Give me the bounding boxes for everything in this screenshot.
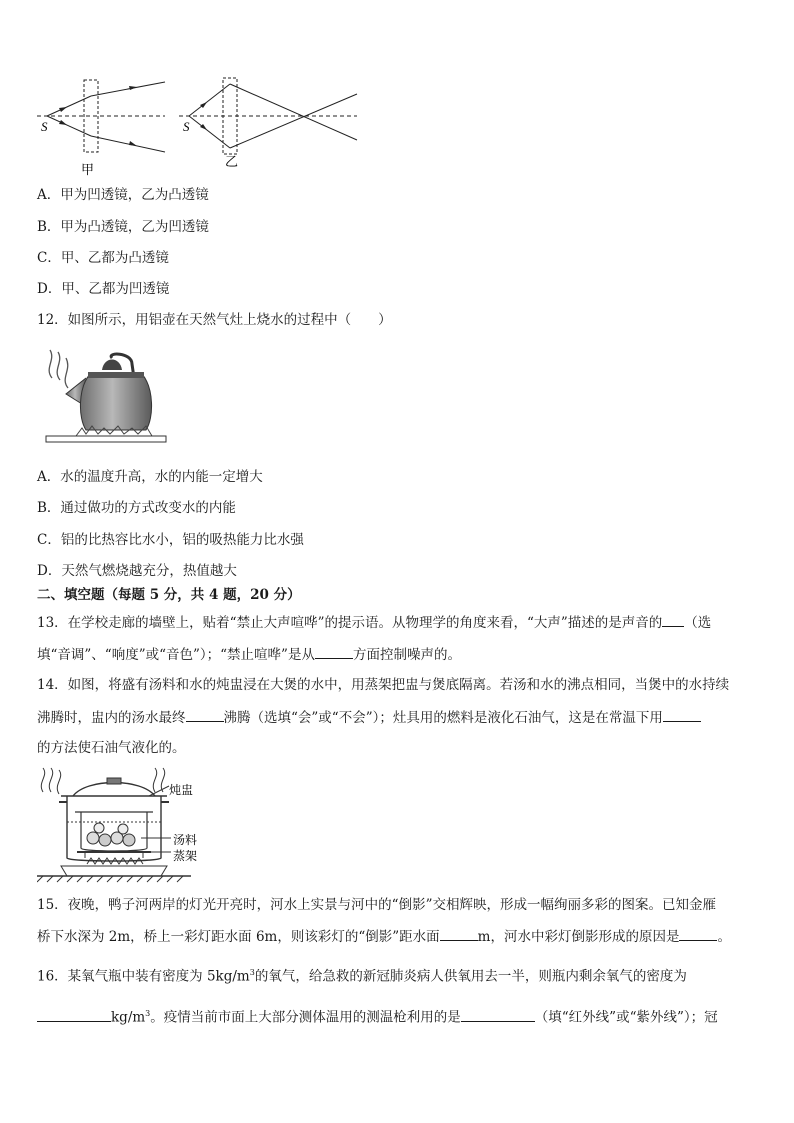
q16-sup-b: 3 bbox=[145, 1009, 151, 1018]
ray-yi-down-in bbox=[189, 116, 230, 148]
answer-blank[interactable] bbox=[37, 1007, 111, 1022]
ray-yi-up-out bbox=[230, 84, 357, 140]
answer-blank[interactable] bbox=[440, 926, 478, 941]
q12-option-d: D．天然气燃烧越充分，热值越大 bbox=[37, 563, 237, 579]
q16-text-c: 。疫情当前市面上大部分测体温用的测温枪利用的是 bbox=[150, 1009, 461, 1026]
answer-blank[interactable] bbox=[461, 1007, 535, 1022]
kettle-on-stove-figure bbox=[42, 348, 170, 444]
q14-text-a: 沸腾时，盅内的汤水最终 bbox=[37, 710, 186, 726]
source-label-jia: S bbox=[41, 119, 48, 134]
arrow-4 bbox=[129, 141, 137, 146]
ray-yi-up-in bbox=[189, 84, 230, 116]
q16-text-b: 的氧气，给急救的新冠肺炎病人供氧用去一半，则瓶内剩余氧气的密度为 bbox=[254, 968, 687, 985]
q11-option-d: D．甲、乙都为凹透镜 bbox=[37, 281, 170, 297]
q14-line-1: 14．如图，将盛有汤料和水的炖盅浸在大煲的水中，用蒸架把盅与煲底隔离。若汤和水的沸点相同，当煲中的水持续 bbox=[37, 677, 730, 693]
answer-blank[interactable] bbox=[315, 644, 353, 659]
source-label-yi: S bbox=[183, 119, 190, 134]
q11-option-c: C．甲、乙都为凸透镜 bbox=[37, 250, 169, 266]
q15-text-b: m，河水中彩灯倒影形成的原因是 bbox=[477, 929, 680, 945]
q15-line-2 bbox=[37, 926, 731, 947]
ray-jia-down-out bbox=[91, 136, 165, 152]
label-tangliao: 汤料 bbox=[173, 833, 198, 847]
label-dunzhong: 炖盅 bbox=[169, 783, 194, 797]
arrow-1 bbox=[59, 107, 67, 112]
q13-text-b: （选 bbox=[684, 615, 712, 631]
q16-line-2 bbox=[37, 1004, 718, 1028]
q13-text-c: 填“音调”、“响度”或“音色”）；“禁止喧哗”是从 bbox=[37, 647, 315, 663]
ray-yi-down-out bbox=[230, 94, 357, 148]
q11-option-b: B．甲为凸透镜，乙为凹透镜 bbox=[37, 219, 209, 235]
label-zhengjia: 蒸架 bbox=[173, 849, 198, 863]
section-title-fill-blank: 二、填空题（每题 5 分，共 4 题，20 分） bbox=[37, 587, 301, 603]
stew-pot-figure bbox=[37, 766, 217, 884]
q13-line-2 bbox=[37, 644, 461, 665]
label-jia: 甲 bbox=[81, 163, 95, 178]
answer-blank[interactable] bbox=[663, 707, 701, 722]
q13-text-a: 13．在学校走廊的墙壁上，贴着“禁止大声喧哗”的提示语。从物理学的角度来看，“大声”描述的是声音的 bbox=[37, 615, 663, 631]
q16-sup-a: 3 bbox=[249, 968, 255, 977]
q13-line-1 bbox=[37, 612, 711, 633]
q15-text-a: 桥下水深为 2m，桥上一彩灯距水面 6m，则该彩灯的“倒影”距水面 bbox=[37, 929, 440, 945]
q16-unit: kg/m bbox=[111, 1009, 146, 1026]
q14-line-3: 的方法使石油气液化的。 bbox=[37, 740, 186, 756]
q16-text-a: 16．某氧气瓶中装有密度为 5kg/m bbox=[37, 968, 250, 985]
q12-option-a: A．水的温度升高，水的内能一定增大 bbox=[37, 469, 263, 485]
q14-line-2 bbox=[37, 707, 701, 728]
ray-jia-up-out bbox=[91, 82, 165, 96]
lens-ray-diagram bbox=[37, 74, 367, 180]
q15-text-c: 。 bbox=[717, 929, 731, 945]
q14-text-b: 沸腾（选填“会”或“不会”）；灶具用的燃料是液化石油气，这是在常温下用 bbox=[223, 710, 663, 726]
arrow-2 bbox=[59, 120, 67, 125]
q11-option-a: A．甲为凹透镜，乙为凸透镜 bbox=[37, 187, 209, 203]
q12-stem: 12．如图所示，用铝壶在天然气灶上烧水的过程中（ ） bbox=[37, 312, 392, 328]
answer-blank[interactable] bbox=[662, 612, 684, 627]
q15-line-1: 15．夜晚，鸭子河两岸的灯光开亮时，河水上实景与河中的“倒影”交相辉映，形成一幅绚丽多彩的图案。已知金雁 bbox=[37, 897, 716, 913]
q16-line-1 bbox=[37, 963, 687, 987]
q16-text-d: （填“红外线”或“紫外线”）；冠 bbox=[534, 1009, 718, 1026]
label-yi: 乙 bbox=[225, 155, 239, 170]
answer-blank[interactable] bbox=[186, 707, 224, 722]
q12-option-c: C．铝的比热容比水小，铝的吸热能力比水强 bbox=[37, 532, 304, 548]
q13-text-d: 方面控制噪声的。 bbox=[352, 647, 461, 663]
q12-option-b: B．通过做功的方式改变水的内能 bbox=[37, 500, 236, 516]
answer-blank[interactable] bbox=[679, 926, 717, 941]
